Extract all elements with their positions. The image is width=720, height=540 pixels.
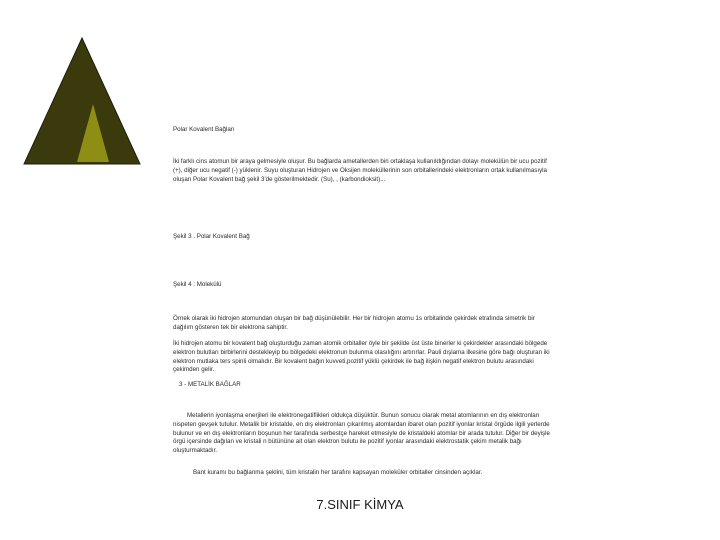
triangle-logo-icon xyxy=(22,36,142,166)
figure-caption-3: Şekil 3 . Polar Kovalent Bağ xyxy=(173,233,250,240)
paragraph-hydrogen-example: Örnek olarak iki hidrojen atomundan oluşan bir bağ düşünülebilir. Her bir hidrojen atomu 1s orbitalinde çekirdek etrafında simetrik bir dağılım gösteren tek bir elektrona sahiptir. xyxy=(173,315,535,331)
paragraph-orbital-overlap: İki hidrojen atomu bir kovalent bağ oluşturduğu zaman atomik orbitaller öyle bir şekilde üst üste binerler ki çekirdekler arasındaki bölgede elektron bulutları birbirlerini destekleyip bu bölgedeki elektronun bulunma olasılığını artırırlar. Pauli dışlama ilkesine göre bağı oluşturan iki elektron mutlaka ters spinli olmalıdır. Bir kovalent bağın kuvveti,pozitif yüklü çekirdek ile bağ ilişkin negatif elektron bulutu arasındaki çekimden gelir. xyxy=(173,340,550,374)
section-title: Polar Kovalent Bağları xyxy=(173,126,235,133)
figure-caption-4: Şekil 4 : Molekülü xyxy=(173,281,222,288)
paragraph-polar-intro: İki farklı cins atomun bir araya gelmesiyle oluşur. Bu bağlarda ametallerden biri ortaklaşa kullanıldığından dolayı molekülün bir ucu pozitif (+), diğer ucu negatif (-) yüklenir. Suyu oluşturan Hidrojen ve Oksijen moleküllerinin son orbitallerindeki elektronların ortak kullanılmasıyla oluşan Polar Kovalent bağ şekil 3'de gösterilmektedir. (Su), , (karbondioksit)... xyxy=(173,158,548,183)
paragraph-metallic-bonds: Metallerin iyonlaşma enerjileri ile elektronegatiflikleri oldukça düşüktür. Bunun sonucu olarak metal atomlarının en dış elektronları nispeten gevşek tutulur. Metalik bir kristalde, en dış elektronları çıkarılmış atomlardan ibaret olan pozitif iyonlar kristal örgüde ilgili yerlerde bulunur ve en dış elektronların boşunun her tarafında serbestçe hareket etmesiyle de kristaldeki atomlar bir arada tutulur. Diğer bir deyişle örgü içersinde dağılan ve kristali n bütününe ait olan elektron bulutu ile pozitif iyonlar arasındaki elektrostatik çekim metalik bağı oluşturmaktadır. xyxy=(173,412,550,455)
section-heading-metallic: 3 - METALİK BAĞLAR xyxy=(179,381,241,388)
paragraph-band-theory: Bant kuramı bu bağlanma şeklini, tüm kristalin her tarafını kapsayan moleküler orbitaller cinsinden açıklar. xyxy=(193,469,483,476)
footer-title: 7.SINIF KİMYA xyxy=(316,497,404,512)
